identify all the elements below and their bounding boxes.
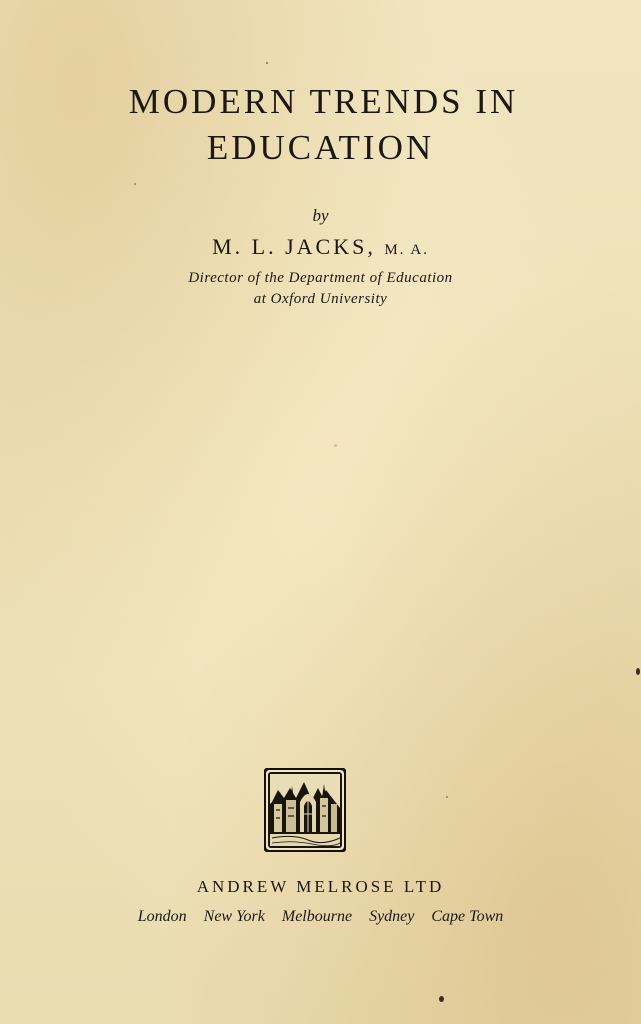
paper-speck (636, 668, 640, 675)
city-melbourne: Melbourne (281, 908, 353, 925)
cathedral-woodcut-icon (264, 768, 346, 852)
paper-speck (134, 183, 136, 185)
publisher-name: ANDREW MELROSE LTD (196, 877, 445, 896)
paper-speck (439, 996, 444, 1002)
author-position-line-1: Director of the Department of Education (188, 270, 453, 286)
city-new-york: New York (203, 908, 265, 925)
paper-speck (334, 444, 337, 447)
author-line (0, 234, 641, 260)
author-degree: M. A. (384, 242, 429, 258)
book-title-line-1: MODERN TRENDS IN (128, 82, 519, 121)
paper-speck (266, 62, 268, 64)
book-title-line-2: EDUCATION (206, 128, 435, 167)
author-name: M. L. JACKS, (212, 234, 376, 259)
city-cape-town: Cape Town (431, 908, 504, 925)
city-sydney: Sydney (369, 908, 415, 925)
paper-speck (446, 796, 448, 798)
author-position-line-2: at Oxford University (253, 291, 388, 307)
byline-by: by (312, 206, 329, 225)
city-london: London (137, 908, 187, 925)
publisher-cities (0, 908, 641, 926)
